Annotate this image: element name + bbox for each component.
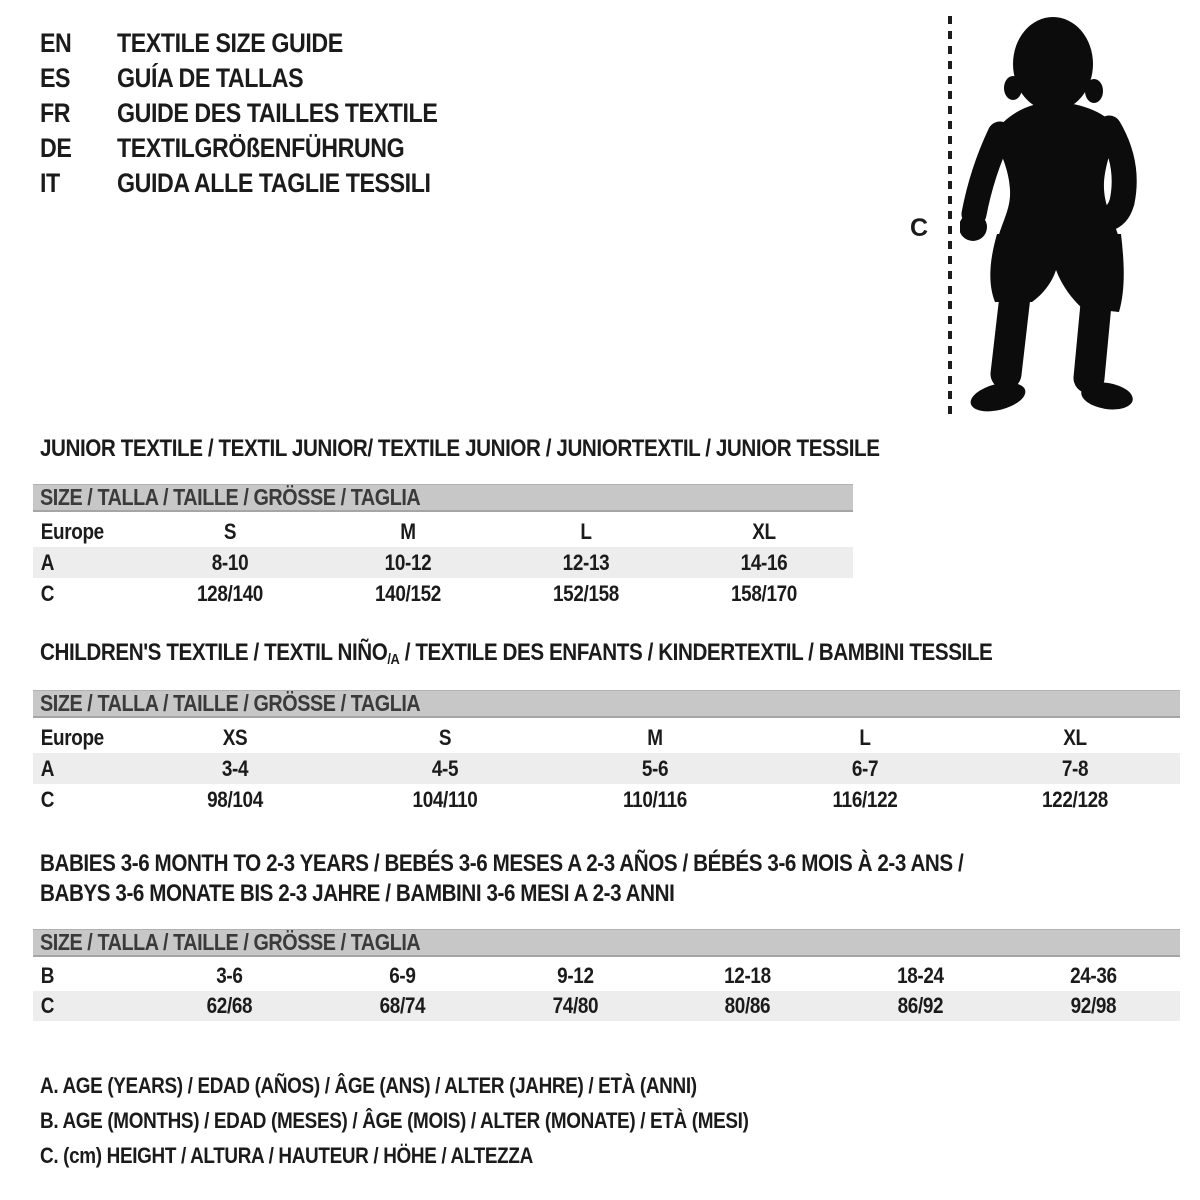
- legend-text-a: A. AGE (YEARS) / EDAD (AÑOS) / ÂGE (ANS) / ALTER (JAHRE) / ETÀ (ANNI): [40, 1072, 697, 1098]
- size-header-bar: [33, 484, 853, 512]
- size-header-label: SIZE / TALLA / TAILLE / GRÖSSE / TAGLIA: [40, 690, 421, 716]
- height-cell: 158/170: [730, 580, 797, 606]
- size-cell: M: [647, 724, 663, 750]
- height-dashed-line: [948, 16, 952, 416]
- table-row-europe: [33, 722, 1180, 753]
- legend-text-c: C. (cm) HEIGHT / ALTURA / HAUTEUR / HÖHE / ALTEZZA: [40, 1142, 533, 1168]
- lang-code: FR: [40, 98, 71, 128]
- row-label: C: [40, 580, 55, 606]
- size-header-label: SIZE / TALLA / TAILLE / GRÖSSE / TAGLIA: [40, 929, 421, 955]
- size-header-label: SIZE / TALLA / TAILLE / GRÖSSE / TAGLIA: [40, 484, 421, 510]
- size-cell: L: [859, 724, 871, 750]
- table-row-height: [33, 991, 1180, 1021]
- table-row-age: [33, 547, 853, 578]
- age-cell: 6-7: [851, 755, 879, 781]
- lang-code: DE: [40, 133, 72, 163]
- height-cell: 110/116: [623, 786, 687, 812]
- height-cell: 92/98: [1070, 993, 1117, 1018]
- row-label: C: [40, 993, 55, 1018]
- children-title-subscript: /A: [387, 651, 400, 668]
- children-title-post: / TEXTILE DES ENFANTS / KINDERTEXTIL / BAMBINI TESSILE: [399, 639, 993, 666]
- months-cell: 3-6: [216, 963, 243, 988]
- months-cell: 18-24: [897, 963, 945, 988]
- guide-title-fr: GUIDE DES TAILLES TEXTILE: [117, 98, 438, 128]
- babies-title-line-1: BABIES 3-6 MONTH TO 2-3 YEARS / BEBÉS 3-6 MESES A 2-3 AÑOS / BÉBÉS 3-6 MOIS À 2-3 ANS /: [40, 850, 964, 877]
- table-row-months: [33, 961, 1180, 991]
- age-cell: 5-6: [641, 755, 669, 781]
- section-title-babies: [40, 849, 1114, 909]
- guide-title-it: GUIDA ALLE TAGLIE TESSILI: [117, 168, 431, 198]
- language-header: [40, 26, 490, 201]
- height-cell: 116/122: [832, 786, 898, 812]
- height-cell: 80/86: [725, 993, 771, 1018]
- table-row-height: [33, 578, 853, 609]
- size-cell: XL: [1063, 724, 1087, 750]
- size-header-bar: [33, 690, 1180, 718]
- table-row-age: [33, 753, 1180, 784]
- size-cell: S: [438, 724, 452, 750]
- legend-line-a: [40, 1068, 864, 1103]
- children-size-table: [33, 690, 1180, 815]
- age-cell: 4-5: [431, 755, 459, 781]
- guide-title-es: GUÍA DE TALLAS: [117, 63, 304, 93]
- lang-code: EN: [40, 28, 72, 58]
- legend-line-b: [40, 1103, 864, 1138]
- age-cell: 7-8: [1061, 755, 1089, 781]
- lang-code: IT: [40, 168, 60, 198]
- months-cell: 6-9: [389, 963, 416, 988]
- months-cell: 9-12: [556, 963, 594, 988]
- row-label: Europe: [40, 724, 104, 750]
- height-cell: 104/110: [412, 786, 478, 812]
- height-cell: 62/68: [206, 993, 253, 1018]
- age-cell: 3-4: [221, 755, 249, 781]
- lang-code: ES: [40, 63, 71, 93]
- guide-title-de: TEXTILGRÖßENFÜHRUNG: [117, 133, 405, 163]
- legend-text-b: B. AGE (MONTHS) / EDAD (MESES) / ÂGE (MOIS) / ALTER (MONATE) / ETÀ (MESI): [40, 1107, 749, 1133]
- size-cell: S: [223, 518, 237, 544]
- height-cell: 74/80: [552, 993, 598, 1018]
- legend-line-c: [40, 1138, 864, 1173]
- section-title-children: [40, 638, 992, 675]
- table-row-europe: [33, 516, 853, 547]
- height-cell: 122/128: [1041, 786, 1108, 812]
- lang-row-es: [40, 61, 490, 96]
- section-title-junior: JUNIOR TEXTILE / TEXTIL JUNIOR/ TEXTILE JUNIOR / JUNIORTEXTIL / JUNIOR TESSILE: [40, 435, 880, 462]
- age-cell: 14-16: [740, 549, 788, 575]
- row-label: A: [40, 755, 55, 781]
- height-cell: 128/140: [196, 580, 263, 606]
- row-label: Europe: [40, 518, 104, 544]
- row-label: C: [40, 786, 55, 812]
- age-cell: 12-13: [562, 549, 610, 575]
- height-cell: 68/74: [379, 993, 426, 1018]
- age-cell: 10-12: [384, 549, 432, 575]
- height-measure-label: C: [910, 214, 929, 242]
- toddler-silhouette-icon: [960, 12, 1140, 420]
- lang-row-de: [40, 131, 490, 166]
- height-cell: 152/158: [552, 580, 619, 606]
- babies-size-table: [33, 929, 1180, 1021]
- babies-title-line-2: BABYS 3-6 MONATE BIS 2-3 JAHRE / BAMBINI 3-6 MESI A 2-3 ANNI: [40, 880, 675, 907]
- lang-row-fr: [40, 96, 490, 131]
- height-cell: 98/104: [207, 786, 263, 812]
- table-row-height: [33, 784, 1180, 815]
- size-header-bar: [33, 929, 1180, 957]
- lang-row-it: [40, 166, 490, 201]
- size-cell: L: [580, 518, 592, 544]
- lang-row-en: [40, 26, 490, 61]
- size-cell: XL: [752, 518, 776, 544]
- size-cell: M: [400, 518, 416, 544]
- guide-title-en: TEXTILE SIZE GUIDE: [117, 28, 343, 58]
- height-cell: 86/92: [897, 993, 944, 1018]
- months-cell: 12-18: [724, 963, 772, 988]
- row-label: A: [40, 549, 55, 575]
- height-cell: 140/152: [374, 580, 441, 606]
- children-title-pre: CHILDREN'S TEXTILE / TEXTIL NIÑO: [40, 639, 388, 666]
- junior-size-table: [33, 484, 853, 609]
- row-label: B: [40, 963, 55, 988]
- age-cell: 8-10: [211, 549, 249, 575]
- months-cell: 24-36: [1070, 963, 1117, 988]
- size-cell: XS: [222, 724, 248, 750]
- legend: [40, 1068, 864, 1173]
